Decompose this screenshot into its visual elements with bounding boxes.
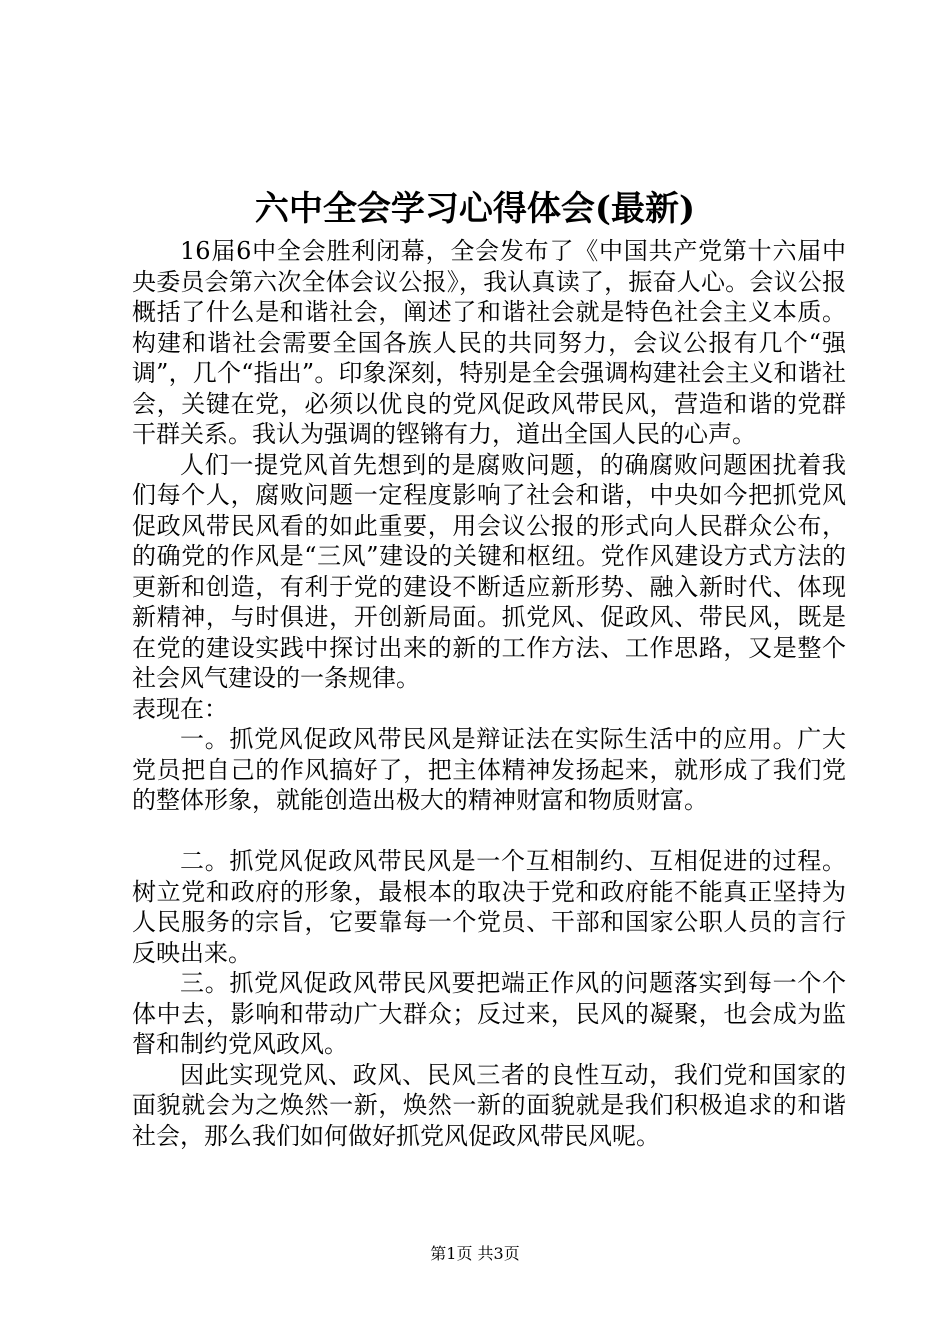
paragraph-4: 一。抓党风促政风带民风是辩证法在实际生活中的应用。广大党员把自己的作风搞好了，把主体精神发扬起来，就形成了我们党的整体形象，就能创造出极大的精神财富和物质财富。	[132, 725, 846, 814]
page-footer: 第1页 共3页	[430, 1244, 520, 1263]
paragraph-7: 因此实现党风、政风、民风三者的良性互动，我们党和国家的面貌就会为之焕然一新，焕然一新的面貌就是我们积极追求的和谐社会，那么我们如何做好抓党风促政风带民风呢。	[132, 1060, 846, 1150]
paragraph-5: 二。抓党风促政风带民风是一个互相制约、互相促进的过程。树立党和政府的形象，最根本的取决于党和政府能不能真正坚持为人民服务的宗旨，它要靠每一个党员、干部和国家公职人员的言行反映出来。	[132, 847, 846, 967]
paragraph-6: 三。抓党风促政风带民风要把端正作风的问题落实到每一个个体中去，影响和带动广大群众；反过来，民风的凝聚，也会成为监督和制约党风政风。	[132, 969, 846, 1058]
blank-line	[132, 816, 846, 847]
paragraph-2: 人们一提党风首先想到的是腐败问题，的确腐败问题困扰着我们每个人，腐败问题一定程度影响了社会和谐，中央如今把抓党风促政风带民风看的如此重要，用会议公报的形式向人民群众公布，的确党的作风是“三风”建设的关键和枢纽。党作风建设方式方法的更新和创造，有利于党的建设不断适应新形势、融入新时代、体现新精神，与时俱进，开创新局面。抓党风、促政风、带民风，既是在党的建设实践中探讨出来的新的工作方法、工作思路，又是整个社会风气建设的一条规律。	[132, 450, 846, 692]
paragraph-1: 16届6中全会胜利闭幕，全会发布了《中国共产党第十六届中央委员会第六次全体会议公报》，我认真读了，振奋人心。会议公报概括了什么是和谐社会，阐述了和谐社会就是特色社会主义本质。构建和谐社会需要全国各族人民的共同努力，会议公报有几个“强调”，几个“指出”。印象深刻，特别是全会强调构建社会主义和谐社会，关键在党，必须以优良的党风促政风带民风，营造和谐的党群干群关系。我认为强调的铿锵有力，道出全国人民的心声。	[132, 237, 846, 448]
paragraph-3: 表现在：	[132, 694, 228, 723]
document-body	[132, 236, 846, 1151]
document-title: 六中全会学习心得体会(最新)	[254, 189, 696, 229]
